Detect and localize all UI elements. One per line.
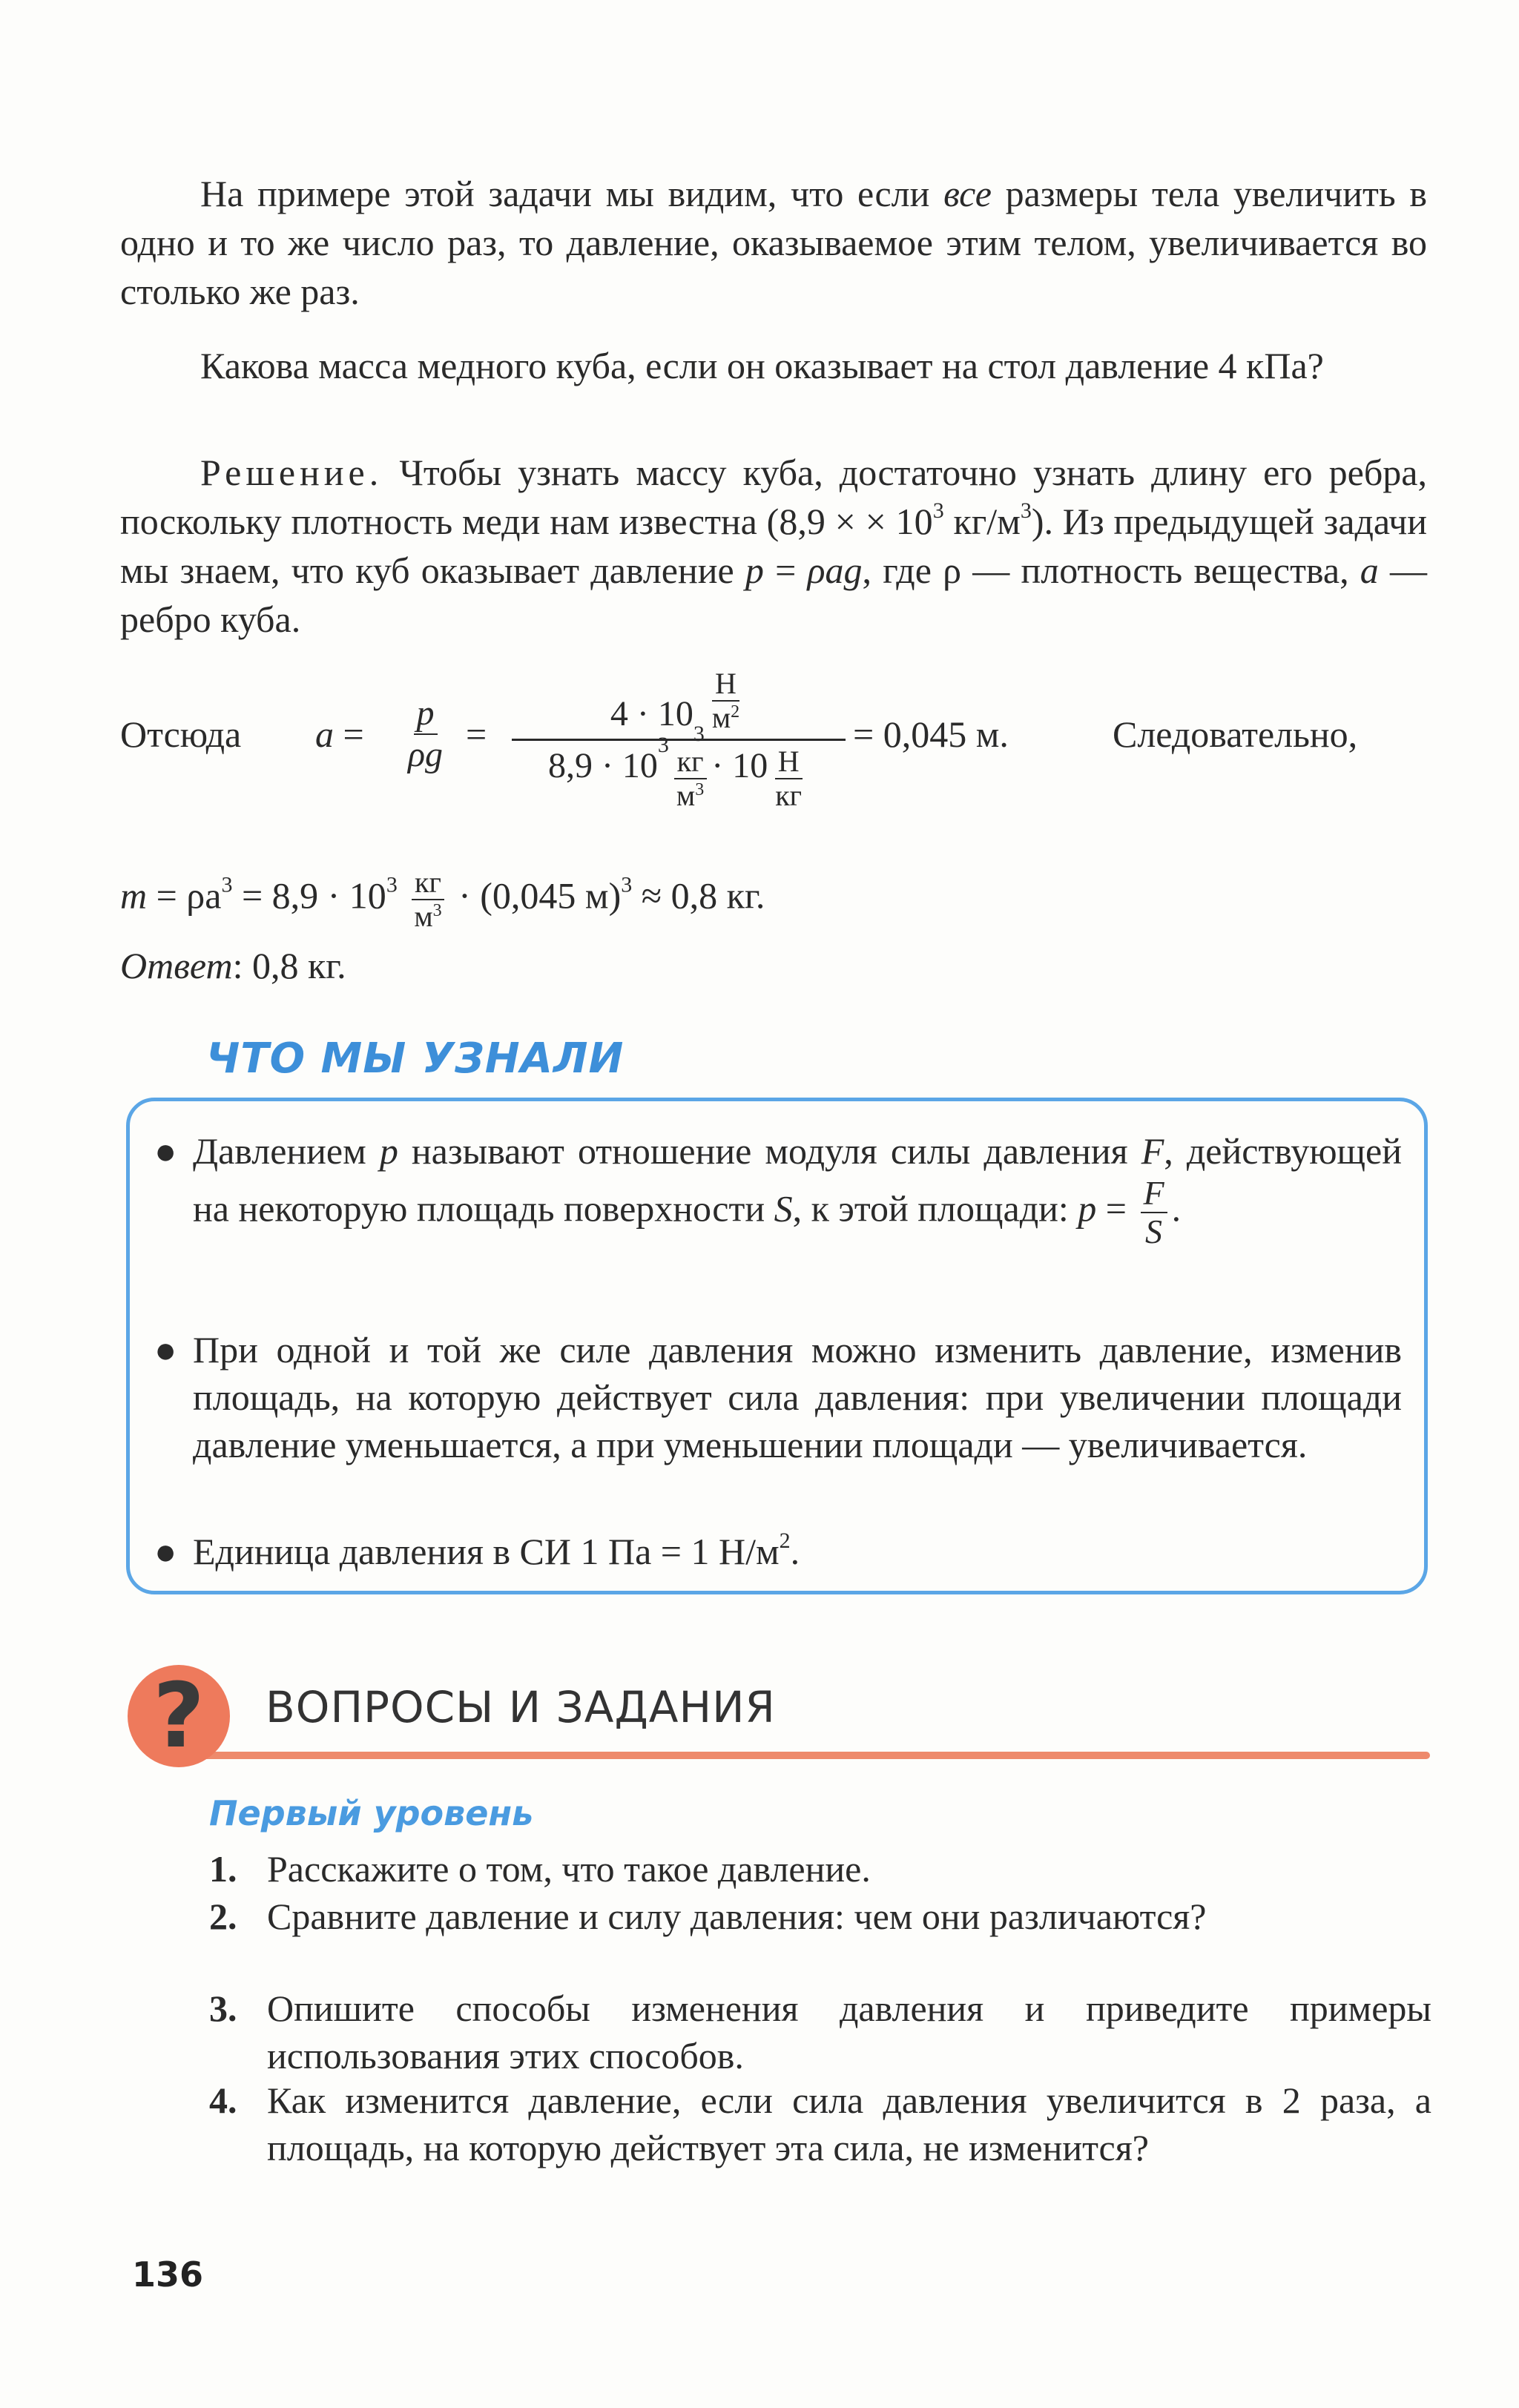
page-number: 136 bbox=[132, 2254, 204, 2295]
level-heading: Первый уровень bbox=[209, 1793, 534, 1833]
questions-divider bbox=[178, 1752, 1430, 1759]
questions-heading: ВОПРОСЫ И ЗАДАНИЯ bbox=[266, 1682, 776, 1732]
question-item-3: 3. Опишите способы изменения давления и приведите примеры использования этих способов. bbox=[209, 1988, 1431, 2077]
fraction-numeric: 4 · 10 3 $\frac{Н}{м^2}$ 8,9 · 10 3 $\frac{кг}{м^3}$ · 10 $\frac{Н}{кг}$ bbox=[512, 645, 846, 834]
summary-heading: ЧТО МЫ УЗНАЛИ bbox=[206, 1035, 625, 1083]
formula-eq2: = bbox=[466, 713, 487, 755]
question-item-1: 1. Расскажите о том, что такое давление. bbox=[209, 1848, 871, 1890]
question-item-4: 4. Как изменится давление, если сила давления увеличится в 2 раза, а площадь, на которую действует эта сила, не изменится? bbox=[209, 2079, 1431, 2168]
bullet-icon: ● bbox=[154, 1531, 177, 1572]
summary-item-2: ● При одной и той же силе давления можно изменить давление, изменив площадь, на которую действует сила давления: при увеличении площади давление уменьшается, а при уменьшении площади — увеличивается. bbox=[193, 1326, 1402, 1468]
question-item-2: 2. Сравните давление и силу давления: чем они различаются? bbox=[209, 1896, 1207, 1937]
paragraph-conclusion: На примере этой задачи мы видим, что если все размеры тела увеличить в одно и то же число раз, то давление, оказываемое этим телом, увеличивается во столько же раз. bbox=[120, 173, 1428, 312]
solution-text: Решение. Чтобы узнать массу куба, достаточно узнать длину его ребра, поскольку плотность меди нам известна (8,9 × × $10^3$ $кг/м^3$). Из предыдущей задачи мы знаем, что куб оказывает давление p = ρag, где ρ — плотность вещества, a — ребро куба. bbox=[120, 452, 1428, 640]
summary-item-3: ● Единица давления в СИ 1 Па = 1 $Н/м^2$. bbox=[193, 1528, 1402, 1575]
formula-lead-word: Отсюда bbox=[120, 713, 242, 755]
bullet-icon: ● bbox=[154, 1329, 177, 1370]
summary-item-1: ● Давлением p называют отношение модуля силы давления F, действующей на некоторую площадь поверхности S, к этой площади: p = $\frac{F}{S}$ . bbox=[193, 1127, 1402, 1250]
answer-line: Ответ: 0,8 кг. bbox=[120, 945, 346, 986]
question-mark-icon: ? bbox=[128, 1665, 230, 1767]
bullet-icon: ● bbox=[154, 1130, 177, 1172]
formula-mass: $m = \rho a^3 = 8,9 \cdot 10^3$ $\frac{кг}{м^3}$ · (0,045 м)$^3$ ≈ 0,8 кг. bbox=[120, 865, 765, 933]
problem-statement: Какова масса медного куба, если он оказывает на стол давление 4 кПа? bbox=[200, 345, 1324, 386]
formula-a-lhs: a = bbox=[315, 713, 364, 755]
formula-trailing-word: Следовательно, bbox=[1113, 713, 1358, 755]
formula-result: = 0,045 м. bbox=[853, 713, 1009, 755]
fraction-p-over-rg: $\frac{p}{\rho g}$ bbox=[408, 693, 444, 774]
